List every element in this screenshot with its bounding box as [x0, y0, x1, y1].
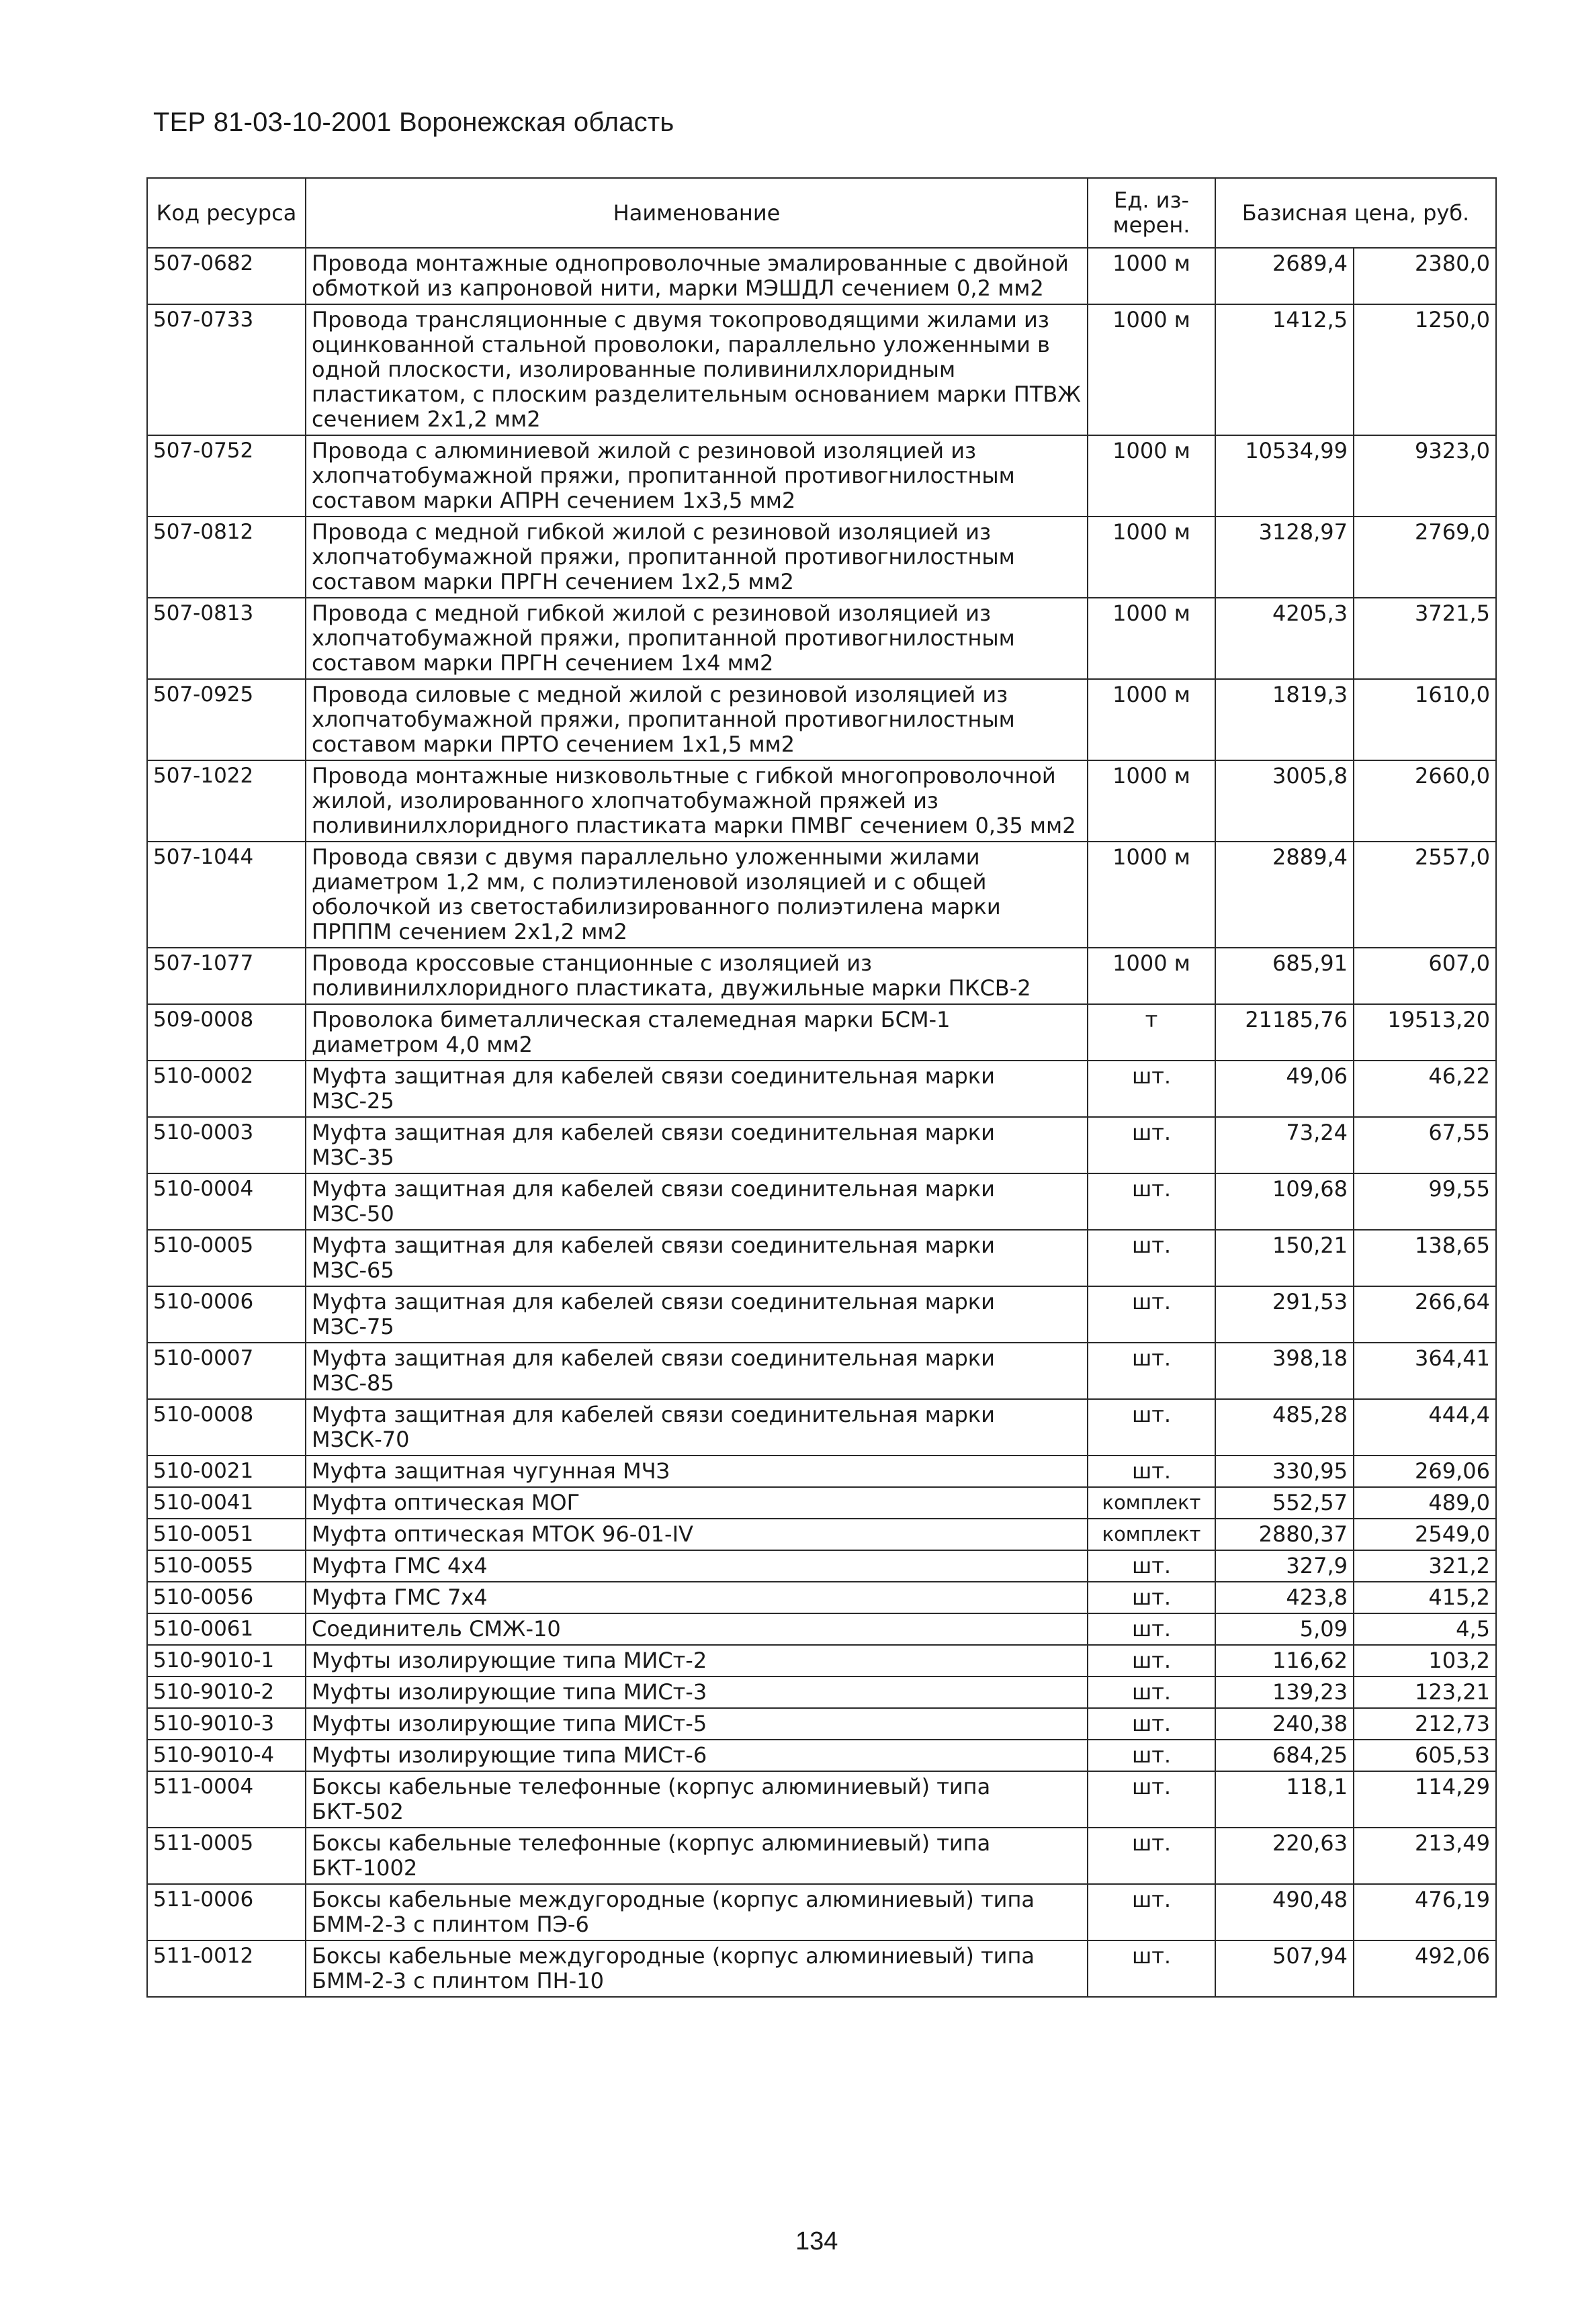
- unit-cell: шт.: [1088, 1613, 1215, 1645]
- unit-cell: т: [1088, 1004, 1215, 1061]
- base-price-2-cell: 266,64: [1354, 1286, 1496, 1343]
- resource-code-cell: 510-0051: [147, 1519, 306, 1550]
- table-row: [147, 1940, 1496, 1997]
- base-price-1-cell: 116,62: [1215, 1645, 1354, 1677]
- base-price-1-cell: 291,53: [1215, 1286, 1354, 1343]
- resource-code-cell: 510-0056: [147, 1582, 306, 1613]
- item-name-cell: Боксы кабельные междугородные (корпус алюминиевый) типа БММ-2-3 с плинтом ПН-10: [306, 1940, 1088, 1997]
- base-price-1-cell: 240,38: [1215, 1708, 1354, 1740]
- unit-cell: шт.: [1088, 1343, 1215, 1399]
- unit-cell: шт.: [1088, 1828, 1215, 1884]
- table-row: [147, 1519, 1496, 1550]
- table-row: [147, 1645, 1496, 1677]
- resource-code-cell: 507-1077: [147, 948, 306, 1004]
- base-price-1-cell: 139,23: [1215, 1677, 1354, 1708]
- table-row: [147, 1173, 1496, 1230]
- resource-code-cell: 507-1044: [147, 842, 306, 948]
- item-name-cell: Соединитель СМЖ-10: [306, 1613, 1088, 1645]
- base-price-1-cell: 398,18: [1215, 1343, 1354, 1399]
- item-name-cell: Муфта оптическая МТОК 96-01-IV: [306, 1519, 1088, 1550]
- item-name-cell: Боксы кабельные междугородные (корпус алюминиевый) типа БММ-2-3 с плинтом ПЭ-6: [306, 1884, 1088, 1940]
- unit-cell: шт.: [1088, 1286, 1215, 1343]
- base-price-1-cell: 507,94: [1215, 1940, 1354, 1997]
- base-price-1-cell: 3128,97: [1215, 517, 1354, 598]
- unit-cell: шт.: [1088, 1940, 1215, 1997]
- base-price-2-cell: 2380,0: [1354, 248, 1496, 304]
- table-row: [147, 1613, 1496, 1645]
- header-name: Наименование: [306, 178, 1088, 248]
- item-name-cell: Муфта защитная для кабелей связи соединительная марки МЗС-65: [306, 1230, 1088, 1286]
- table-row: [147, 1456, 1496, 1487]
- item-name-cell: Провода монтажные низковольтные с гибкой многопроволочной жилой, изолированного хлопчатобумажной пряжей из поливинилхлоридного пластиката марки ПМВГ сечением 0,35 мм2: [306, 760, 1088, 842]
- base-price-1-cell: 3005,8: [1215, 760, 1354, 842]
- base-price-2-cell: 1610,0: [1354, 679, 1496, 760]
- base-price-2-cell: 103,2: [1354, 1645, 1496, 1677]
- table-row: [147, 598, 1496, 679]
- base-price-1-cell: 1819,3: [1215, 679, 1354, 760]
- resource-code-cell: 507-0682: [147, 248, 306, 304]
- header-code: Код ресурса: [147, 178, 306, 248]
- base-price-1-cell: 5,09: [1215, 1613, 1354, 1645]
- unit-cell: 1000 м: [1088, 760, 1215, 842]
- base-price-2-cell: 99,55: [1354, 1173, 1496, 1230]
- base-price-2-cell: 2660,0: [1354, 760, 1496, 842]
- unit-cell: шт.: [1088, 1645, 1215, 1677]
- base-price-1-cell: 49,06: [1215, 1061, 1354, 1117]
- table-row: [147, 517, 1496, 598]
- base-price-1-cell: 2889,4: [1215, 842, 1354, 948]
- table-row: [147, 1004, 1496, 1061]
- header-price: Базисная цена, руб.: [1215, 178, 1496, 248]
- table-row: [147, 304, 1496, 435]
- table-row: [147, 679, 1496, 760]
- resource-code-cell: 510-0006: [147, 1286, 306, 1343]
- table-row: [147, 1740, 1496, 1771]
- table-body: [147, 248, 1496, 1997]
- unit-cell: 1000 м: [1088, 598, 1215, 679]
- base-price-2-cell: 444,4: [1354, 1399, 1496, 1456]
- item-name-cell: Боксы кабельные телефонные (корпус алюминиевый) типа БКТ-502: [306, 1771, 1088, 1828]
- item-name-cell: Муфты изолирующие типа МИСт-6: [306, 1740, 1088, 1771]
- base-price-2-cell: 3721,5: [1354, 598, 1496, 679]
- item-name-cell: Муфта защитная для кабелей связи соединительная марки МЗС-25: [306, 1061, 1088, 1117]
- base-price-2-cell: 19513,20: [1354, 1004, 1496, 1061]
- resource-code-cell: 510-0003: [147, 1117, 306, 1173]
- base-price-1-cell: 1412,5: [1215, 304, 1354, 435]
- base-price-1-cell: 150,21: [1215, 1230, 1354, 1286]
- base-price-2-cell: 1250,0: [1354, 304, 1496, 435]
- table-row: [147, 1771, 1496, 1828]
- base-price-1-cell: 118,1: [1215, 1771, 1354, 1828]
- item-name-cell: Муфты изолирующие типа МИСт-3: [306, 1677, 1088, 1708]
- item-name-cell: Муфты изолирующие типа МИСт-2: [306, 1645, 1088, 1677]
- item-name-cell: Провода силовые с медной жилой с резиновой изоляцией из хлопчатобумажной пряжи, пропитанной противогнилостным составом марки ПРТО сечением 1х1,5 мм2: [306, 679, 1088, 760]
- resource-code-cell: 510-0005: [147, 1230, 306, 1286]
- base-price-2-cell: 2557,0: [1354, 842, 1496, 948]
- resource-code-cell: 509-0008: [147, 1004, 306, 1061]
- base-price-1-cell: 4205,3: [1215, 598, 1354, 679]
- table-row: [147, 760, 1496, 842]
- resource-code-cell: 510-0004: [147, 1173, 306, 1230]
- item-name-cell: Провода с медной гибкой жилой с резиновой изоляцией из хлопчатобумажной пряжи, пропитанной противогнилостным составом марки ПРГН сечением 1х4 мм2: [306, 598, 1088, 679]
- resource-code-cell: 510-0008: [147, 1399, 306, 1456]
- base-price-1-cell: 330,95: [1215, 1456, 1354, 1487]
- base-price-2-cell: 605,53: [1354, 1740, 1496, 1771]
- resource-code-cell: 507-0812: [147, 517, 306, 598]
- item-name-cell: Муфта оптическая МОГ: [306, 1487, 1088, 1519]
- unit-cell: шт.: [1088, 1456, 1215, 1487]
- resource-code-cell: 510-0007: [147, 1343, 306, 1399]
- resource-code-cell: 510-9010-3: [147, 1708, 306, 1740]
- item-name-cell: Проволока биметаллическая сталемедная марки БСМ-1 диаметром 4,0 мм2: [306, 1004, 1088, 1061]
- table-row: [147, 842, 1496, 948]
- resource-code-cell: 507-0813: [147, 598, 306, 679]
- resource-code-cell: 507-0925: [147, 679, 306, 760]
- resource-code-cell: 507-0733: [147, 304, 306, 435]
- item-name-cell: Провода с медной гибкой жилой с резиновой изоляцией из хлопчатобумажной пряжи, пропитанной противогнилостным составом марки ПРГН сечением 1х2,5 мм2: [306, 517, 1088, 598]
- unit-cell: 1000 м: [1088, 435, 1215, 517]
- unit-cell: шт.: [1088, 1582, 1215, 1613]
- table-row: [147, 1286, 1496, 1343]
- base-price-2-cell: 212,73: [1354, 1708, 1496, 1740]
- page-number: 134: [795, 2227, 838, 2255]
- unit-cell: шт.: [1088, 1771, 1215, 1828]
- unit-cell: комплект: [1088, 1487, 1215, 1519]
- base-price-2-cell: 114,29: [1354, 1771, 1496, 1828]
- price-table: [146, 177, 1497, 1998]
- base-price-1-cell: 327,9: [1215, 1550, 1354, 1582]
- resource-code-cell: 511-0005: [147, 1828, 306, 1884]
- table-row: [147, 1061, 1496, 1117]
- base-price-2-cell: 489,0: [1354, 1487, 1496, 1519]
- base-price-2-cell: 321,2: [1354, 1550, 1496, 1582]
- base-price-1-cell: 485,28: [1215, 1399, 1354, 1456]
- resource-code-cell: 510-0055: [147, 1550, 306, 1582]
- unit-cell: шт.: [1088, 1117, 1215, 1173]
- resource-code-cell: 510-9010-4: [147, 1740, 306, 1771]
- base-price-1-cell: 2689,4: [1215, 248, 1354, 304]
- item-name-cell: Провода трансляционные с двумя токопроводящими жилами из оцинкованной стальной проволоки, параллельно уложенными в одной плоскости, изолированные поливинилхлоридным пластикатом, с плоским разделительным основанием марки ПТВЖ сечением 2х1,2 мм2: [306, 304, 1088, 435]
- item-name-cell: Муфта защитная для кабелей связи соединительная марки МЗС-85: [306, 1343, 1088, 1399]
- base-price-2-cell: 364,41: [1354, 1343, 1496, 1399]
- table-row: [147, 1487, 1496, 1519]
- base-price-2-cell: 415,2: [1354, 1582, 1496, 1613]
- base-price-1-cell: 684,25: [1215, 1740, 1354, 1771]
- table-row: [147, 1399, 1496, 1456]
- base-price-1-cell: 220,63: [1215, 1828, 1354, 1884]
- document-title: ТЕР 81-03-10-2001 Воронежская область: [153, 107, 674, 137]
- item-name-cell: Провода с алюминиевой жилой с резиновой изоляцией из хлопчатобумажной пряжи, пропитанной противогнилостным составом марки АПРН сечением 1х3,5 мм2: [306, 435, 1088, 517]
- base-price-2-cell: 9323,0: [1354, 435, 1496, 517]
- table-row: [147, 1582, 1496, 1613]
- item-name-cell: Муфта защитная для кабелей связи соединительная марки МЗС-50: [306, 1173, 1088, 1230]
- unit-cell: шт.: [1088, 1708, 1215, 1740]
- base-price-1-cell: 21185,76: [1215, 1004, 1354, 1061]
- unit-cell: шт.: [1088, 1173, 1215, 1230]
- base-price-1-cell: 685,91: [1215, 948, 1354, 1004]
- unit-cell: шт.: [1088, 1061, 1215, 1117]
- resource-code-cell: 510-9010-2: [147, 1677, 306, 1708]
- item-name-cell: Муфта защитная для кабелей связи соединительная марки МЗС-35: [306, 1117, 1088, 1173]
- base-price-2-cell: 2549,0: [1354, 1519, 1496, 1550]
- item-name-cell: Провода связи с двумя параллельно уложенными жилами диаметром 1,2 мм, с полиэтиленовой изоляцией и с общей оболочкой из светостабилизированного полиэтилена марки ПРППМ сечением 2х1,2 мм2: [306, 842, 1088, 948]
- resource-code-cell: 511-0004: [147, 1771, 306, 1828]
- base-price-2-cell: 123,21: [1354, 1677, 1496, 1708]
- base-price-2-cell: 269,06: [1354, 1456, 1496, 1487]
- base-price-1-cell: 10534,99: [1215, 435, 1354, 517]
- base-price-2-cell: 607,0: [1354, 948, 1496, 1004]
- header-unit: Ед. из- мерен.: [1088, 178, 1215, 248]
- table-row: [147, 1117, 1496, 1173]
- base-price-1-cell: 490,48: [1215, 1884, 1354, 1940]
- resource-code-cell: 510-0021: [147, 1456, 306, 1487]
- item-name-cell: Боксы кабельные телефонные (корпус алюминиевый) типа БКТ-1002: [306, 1828, 1088, 1884]
- unit-cell: 1000 м: [1088, 517, 1215, 598]
- item-name-cell: Муфты изолирующие типа МИСт-5: [306, 1708, 1088, 1740]
- item-name-cell: Муфта защитная для кабелей связи соединительная марки МЗСК-70: [306, 1399, 1088, 1456]
- unit-cell: шт.: [1088, 1884, 1215, 1940]
- table-row: [147, 1230, 1496, 1286]
- base-price-2-cell: 2769,0: [1354, 517, 1496, 598]
- resource-code-cell: 511-0012: [147, 1940, 306, 1997]
- base-price-2-cell: 67,55: [1354, 1117, 1496, 1173]
- unit-cell: 1000 м: [1088, 304, 1215, 435]
- unit-cell: 1000 м: [1088, 842, 1215, 948]
- base-price-2-cell: 46,22: [1354, 1061, 1496, 1117]
- base-price-1-cell: 552,57: [1215, 1487, 1354, 1519]
- base-price-1-cell: 2880,37: [1215, 1519, 1354, 1550]
- item-name-cell: Муфта ГМС 7х4: [306, 1582, 1088, 1613]
- base-price-2-cell: 476,19: [1354, 1884, 1496, 1940]
- base-price-2-cell: 138,65: [1354, 1230, 1496, 1286]
- table-row: [147, 1708, 1496, 1740]
- unit-cell: 1000 м: [1088, 248, 1215, 304]
- table-row: [147, 435, 1496, 517]
- item-name-cell: Провода кроссовые станционные с изоляцией из поливинилхлоридного пластиката, двужильные марки ПКСВ-2: [306, 948, 1088, 1004]
- resource-code-cell: 510-0002: [147, 1061, 306, 1117]
- item-name-cell: Муфта защитная для кабелей связи соединительная марки МЗС-75: [306, 1286, 1088, 1343]
- base-price-2-cell: 213,49: [1354, 1828, 1496, 1884]
- unit-cell: комплект: [1088, 1519, 1215, 1550]
- unit-cell: 1000 м: [1088, 679, 1215, 760]
- item-name-cell: Муфта ГМС 4х4: [306, 1550, 1088, 1582]
- unit-cell: 1000 м: [1088, 948, 1215, 1004]
- table-row: [147, 1343, 1496, 1399]
- table-row: [147, 1828, 1496, 1884]
- table-row: [147, 1550, 1496, 1582]
- table-row: [147, 248, 1496, 304]
- unit-cell: шт.: [1088, 1399, 1215, 1456]
- item-name-cell: Провода монтажные однопроволочные эмалированные с двойной обмоткой из капроновой нити, марки МЭШДЛ сечением 0,2 мм2: [306, 248, 1088, 304]
- base-price-1-cell: 423,8: [1215, 1582, 1354, 1613]
- unit-cell: шт.: [1088, 1230, 1215, 1286]
- table-row: [147, 1677, 1496, 1708]
- resource-code-cell: 507-0752: [147, 435, 306, 517]
- table-row: [147, 948, 1496, 1004]
- unit-cell: шт.: [1088, 1550, 1215, 1582]
- table-row: [147, 1884, 1496, 1940]
- unit-cell: шт.: [1088, 1740, 1215, 1771]
- resource-code-cell: 510-0061: [147, 1613, 306, 1645]
- resource-code-cell: 510-9010-1: [147, 1645, 306, 1677]
- item-name-cell: Муфта защитная чугунная МЧЗ: [306, 1456, 1088, 1487]
- header-row: [147, 178, 1496, 248]
- base-price-2-cell: 4,5: [1354, 1613, 1496, 1645]
- resource-code-cell: 511-0006: [147, 1884, 306, 1940]
- resource-code-cell: 507-1022: [147, 760, 306, 842]
- base-price-1-cell: 73,24: [1215, 1117, 1354, 1173]
- unit-cell: шт.: [1088, 1677, 1215, 1708]
- resource-code-cell: 510-0041: [147, 1487, 306, 1519]
- table-header: [147, 178, 1496, 248]
- base-price-2-cell: 492,06: [1354, 1940, 1496, 1997]
- base-price-1-cell: 109,68: [1215, 1173, 1354, 1230]
